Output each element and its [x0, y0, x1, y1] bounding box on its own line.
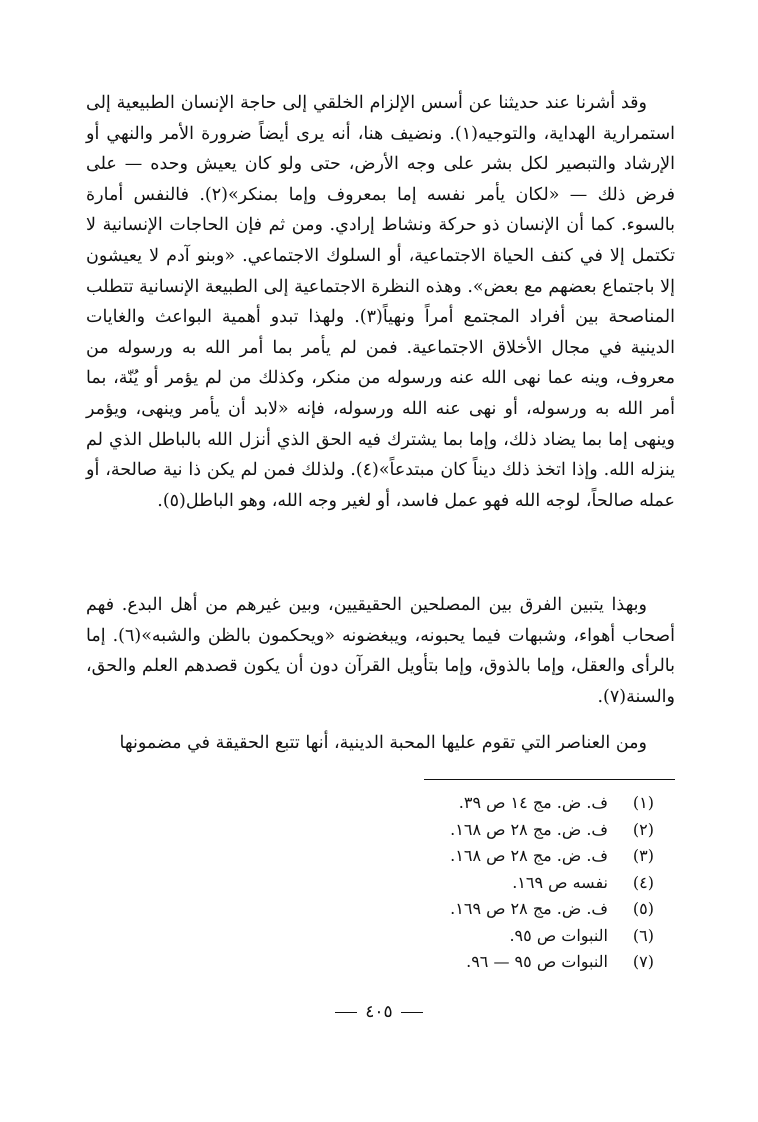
footnote-item — [324, 923, 654, 950]
footnote-text: نفسه ص ١٦٩. — [512, 872, 608, 892]
footnote-number: (٣) — [632, 846, 654, 865]
page-number-dash-right — [335, 1012, 357, 1013]
footnote-number: (٦) — [632, 925, 654, 945]
footnote-item — [324, 896, 654, 923]
footnotes-list — [324, 790, 654, 976]
footnote-item — [324, 790, 654, 817]
page-number — [0, 1002, 758, 1022]
footnote-number: (٥) — [632, 899, 654, 918]
footnote-divider — [424, 779, 675, 780]
page-number-dash-left — [401, 1012, 423, 1013]
footnote-item — [324, 817, 654, 844]
footnote-text: ف. ض. مج ٢٨ ص ١٦٨. — [450, 846, 608, 865]
footnote-text: النبوات ص ٩٥. — [509, 925, 608, 945]
footnote-number: (٢) — [632, 819, 654, 839]
footnote-number: (٤) — [632, 872, 654, 892]
footnote-text: النبوات ص ٩٥ — ٩٦. — [466, 952, 608, 971]
footnote-number: (١) — [632, 793, 654, 812]
body-paragraph-2: وبهذا يتبين الفرق بين المصلحين الحقيقيين، وبين غيرهم من أهل البدع. فهم أصحاب أهواء، وشبهات فيما يحبونه، ويبغضونه «ويحكمون بالظن والشبه»(٦). إما بالرأى والعقل، وإما بالذوق، وإما بتأويل القرآن دون أن يكون قصدهم العلم والحق، والسنة(٧). — [86, 595, 675, 707]
footnote-text: ف. ض. مج ٢٨ ص ١٦٩. — [450, 899, 608, 918]
footnote-item — [324, 870, 654, 897]
footnote-number: (٧) — [632, 952, 654, 971]
footnote-item — [324, 843, 654, 870]
footnote-item — [324, 949, 654, 976]
body-paragraph-1: وقد أشرنا عند حديثنا عن أسس الإلزام الخلقي إلى حاجة الإنسان الطبيعية إلى استمرارية الهداية، والتوجيه(١). ونضيف هنا، أنه يرى أيضاً ضرورة الأمر والنهي أو الإرشاد والتبصير لكل بشر على وجه الأرض، حتى ولو كان يعيش وحده — على فرض ذلك — «لكان يأمر نفسه إما بمعروف وإما بمنكر»(٢). فالنفس أمارة بالسوء. كما أن الإنسان ذو حركة ونشاط إرادي. ومن ثم فإن الحاجات الإنسانية لا تكتمل إلا في كنف الحياة الاجتماعية، أو السلوك الاجتماعي. «وبنو آدم لا يعيشون إلا باجتماع بعضهم مع بعض». وهذه النظرة الاجتماعية إلى الطبيعة الإنسانية تتطلب المناصحة بين أفراد المجتمع أمراً ونهياً(٣). ولهذا تبدو أهمية البواعث والغايات الدينية في مجال الأخلاق الاجتماعية. فمن لم يأمر بما أمر الله به ورسوله من معروف، وينه عما نهى الله عنه ورسوله من منكر، وكذلك من لم يؤمر أو يُنّة، بما أمر الله به ورسوله، أو نهى عنه الله ورسوله، فإنه «لابد أن يأمر وينهى، ويؤمر وينهى إما بما يضاد ذلك، وإما بما يشترك فيه الحق الذي أنزل الله بالباطل الذي لم ينزله الله. وإذا اتخذ ذلك ديناً كان مبتدعاً»(٤). ولذلك فمن لم يكن ذا نية صالحة، أو عمله صالحاً، لوجه الله فهو عمل فاسد، أو لغير وجه الله، وهو الباطل(٥). — [86, 93, 675, 511]
page-number-value: ٤٠٥ — [365, 1002, 393, 1022]
footnote-text: ف. ض. مج ١٤ ص ٣٩. — [458, 793, 608, 812]
body-paragraph-3: ومن العناصر التي تقوم عليها المحبة الدينية، أنها تتبع الحقيقة في مضمونها — [119, 733, 647, 753]
footnote-text: ف. ض. مج ٢٨ ص ١٦٨. — [450, 819, 608, 839]
